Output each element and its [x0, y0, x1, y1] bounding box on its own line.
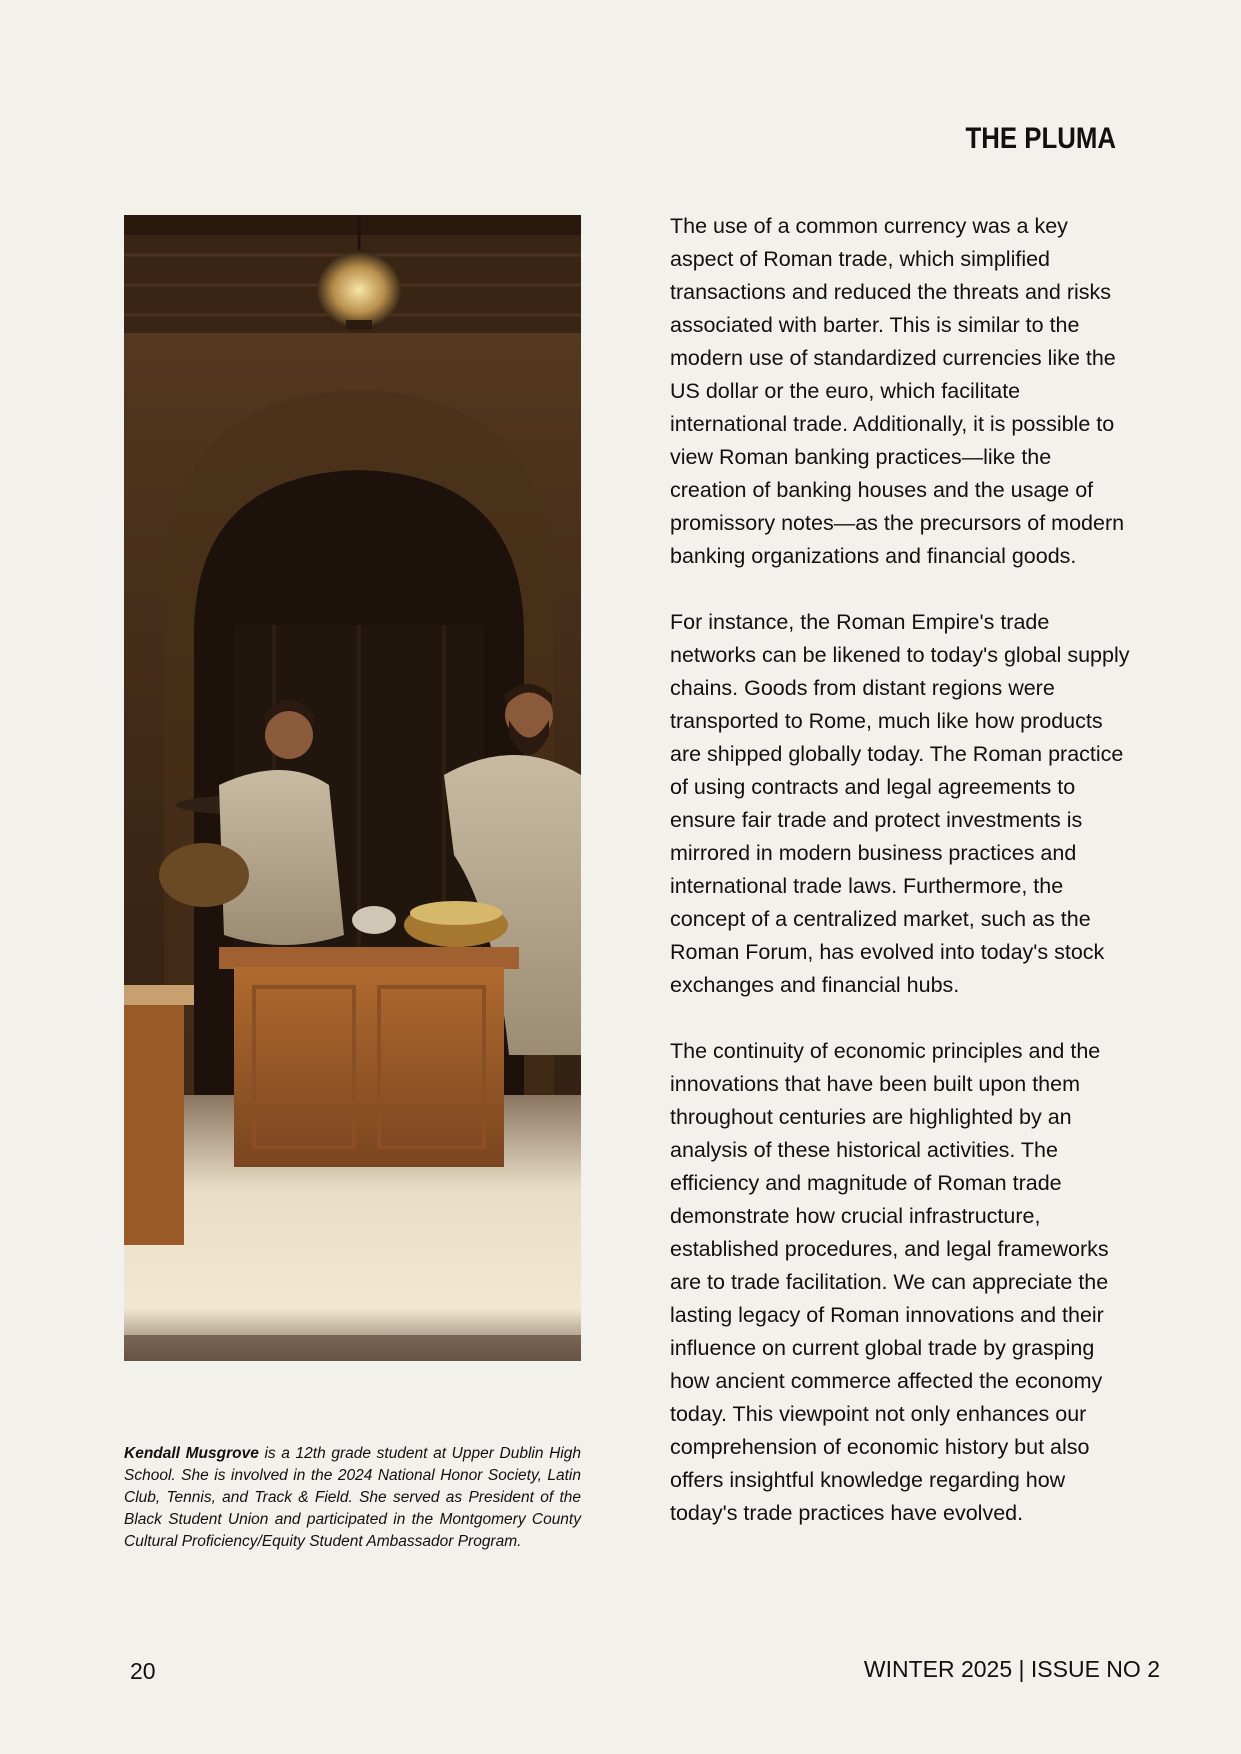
article-body	[670, 210, 1130, 1563]
author-bio	[124, 1443, 581, 1553]
roman-market-image	[124, 215, 581, 1361]
author-name: Kendall Musgrove	[124, 1445, 259, 1462]
masthead-title: THE PLUMA	[965, 122, 1116, 155]
page-number: 20	[130, 1658, 156, 1684]
author-bio-text: is a 12th grade student at Upper Dublin High School. She is involved in the 2024 National Honor Society, Latin Club, Tennis, and Track & Field. She served as President of the Black Student Union and participated in the Montgomery County Cultural Proficiency/Equity Student Ambassador Program.	[124, 1445, 581, 1550]
article-paragraph: The use of a common currency was a key aspect of Roman trade, which simplified transactions and reduced the threats and risks associated with barter. This is similar to the modern use of standardized currencies like the US dollar or the euro, which facilitate international trade. Additionally, it is possible to view Roman banking practices—like the creation of banking houses and the usage of promissory notes—as the precursors of modern banking organizations and financial goods.	[670, 214, 1125, 568]
article-paragraph: For instance, the Roman Empire's trade networks can be likened to today's global supply chains. Goods from distant regions were transported to Rome, much like how products are shipped globally today. The Roman practice of using contracts and legal agreements to ensure fair trade and protect investments is mirrored in modern business practices and international trade laws. Furthermore, the concept of a centralized market, such as the Roman Forum, has evolved into today's stock exchanges and financial hubs.	[670, 610, 1130, 997]
article-paragraph: The continuity of economic principles and the innovations that have been built upon them throughout centuries are highlighted by an analysis of these historical activities. The efficiency and magnitude of Roman trade demonstrate how crucial infrastructure, established procedures, and legal frameworks are to trade facilitation. We can appreciate the lasting legacy of Roman innovations and their influence on current global trade by grasping how ancient commerce affected the economy today. This viewpoint not only enhances our comprehension of economic history but also offers insightful knowledge regarding how today's trade practices have evolved.	[670, 1039, 1109, 1525]
article-illustration	[124, 215, 581, 1361]
issue-label: WINTER 2025 | ISSUE NO 2	[863, 1656, 1160, 1682]
